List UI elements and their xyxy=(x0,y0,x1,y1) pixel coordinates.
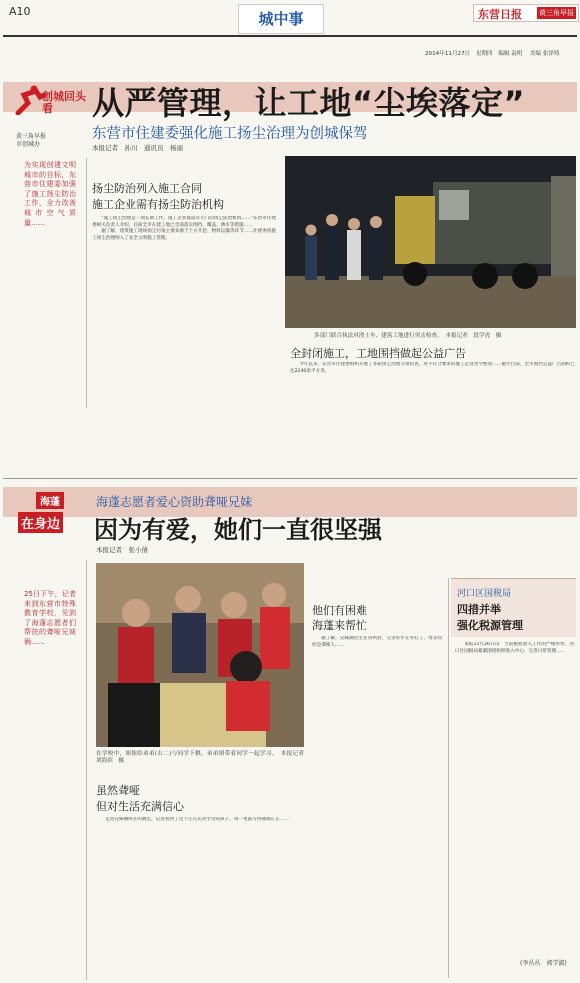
story2-headline: 因为有爱，她们一直很坚强 xyxy=(94,516,382,544)
haipeng-badge-top: 海蓬 xyxy=(36,492,64,509)
story2-byline: 本报记者 张小倩 xyxy=(96,546,148,554)
story3-headline-2: 强化税源管理 xyxy=(457,619,523,632)
masthead-divider xyxy=(3,35,577,37)
story1-body-col-1 xyxy=(92,216,276,396)
paper-logo xyxy=(473,4,579,22)
story1-photo xyxy=(285,156,576,328)
side-note-line-1: 黄三角早报 xyxy=(16,133,47,140)
story1-byline: 本报记者 孙川 通讯员 杨丽 xyxy=(92,144,183,152)
story1-lead-column xyxy=(24,161,76,395)
children-playing-chess-photo-icon xyxy=(96,563,304,747)
column-divider-3 xyxy=(448,578,449,978)
story2-lead-column xyxy=(24,590,76,790)
dump-truck-photo-icon xyxy=(285,156,576,328)
badge-side-note xyxy=(16,133,46,149)
haipeng-badge xyxy=(14,490,76,530)
story1-sub1b: 施工企业需有扬尘防治机构 xyxy=(92,198,224,211)
running-figure-icon xyxy=(12,85,46,115)
section-title: 城中事 xyxy=(238,4,324,34)
date-line: 2014年11月27日 星期四 编辑 袁明 美编 张泽铸 xyxy=(425,51,560,57)
story3-kicker: 河口区国税局 xyxy=(457,589,512,599)
story1-headline: 从严管理，让工地“尘埃落定” xyxy=(92,84,526,122)
story2-body-para-2: 走进兄妹俩所在的教室，记者看到了这个正在认真学习的孩子，每一笔都写得端端正正…… xyxy=(105,817,289,822)
creation-badge xyxy=(12,85,86,133)
story2-sub-right-b: 海蓬来帮忙 xyxy=(312,619,367,632)
story2-lead-text: 25日下午，记者来到东营市特殊教育学校，见到了海蓬志愿者们帮扶的聋哑兄妹俩…… xyxy=(24,590,76,646)
story2-kicker: 海蓬志愿者爱心资助聋哑兄妹 xyxy=(96,495,253,509)
story1-body-para-1: “施工扬尘治理是一项长期工作，施工企业都需有专门的扬尘防治机构……”东营市住建委相关负责人介绍，目前全市在建工地已全部落实围挡、覆盖、洒水等措施…… xyxy=(92,216,276,228)
story2-body-para-1: 据了解，兄妹俩出生在垦利县，父亲常年在外打工，母亲同样是聋哑人…… xyxy=(312,636,442,648)
story1-subhead: 东营市住建委强化施工扬尘治理为创城保驾 xyxy=(92,126,368,142)
column-divider-2 xyxy=(86,560,87,980)
paper-suffix: 黄三角早报 xyxy=(539,9,574,17)
story3-box xyxy=(451,578,576,637)
haipeng-badge-bottom: 在身边 xyxy=(18,512,63,533)
story3-signature: (李丛丛 郭学淑) xyxy=(520,960,567,967)
story3-body xyxy=(455,642,574,954)
story-divider xyxy=(3,478,577,479)
paper-name: 东营日报 xyxy=(478,8,522,21)
story2-photo xyxy=(96,563,304,747)
story2-photo-caption: 在学校中，姐姐给弟弟(右二)与同学下棋，弟弟则带着同学一起学习。 本报记者 刘海滨 摄 xyxy=(96,751,310,764)
page-number: A10 xyxy=(9,5,31,18)
story2-sub-right: 他们有困难 xyxy=(312,604,367,617)
story1-body-para-2: 据了解，建筑施工现场扬尘污染主要来源于土方开挖、物料运输等环节……住建委将施工扬尘治理纳入了安全文明施工管理。 xyxy=(92,229,276,241)
story1-sub1: 扬尘防治列入施工合同 xyxy=(92,182,202,195)
story1-body-para-3: 今年以来，东营市住建委组织开展了多轮扬尘治理专项检查，对不符合要求的施工企业责令整改……截至目前，全市围挡公益广告面积已达2240余平方米。 xyxy=(290,362,575,374)
story1-photo-caption: 多部门联合执法对渣土车、建筑工地进行突击检查。 本报记者 段学虎 摄 xyxy=(314,333,502,339)
badge-label: 创城回头看 xyxy=(42,90,86,115)
story2-sub-bottom: 虽然聋哑 xyxy=(96,784,140,797)
story2-sub-bottom-b: 但对生活充满信心 xyxy=(96,800,184,813)
story1-body-col-2 xyxy=(290,362,575,410)
story2-body-col-bottom xyxy=(96,817,304,977)
story3-headline-1: 四措并举 xyxy=(457,603,501,616)
story3-body-para: 本报11月26日讯 当前税收收入工作的严峻形势，河口区国税局紧紧围绕组织收入中心，完善日常管理…… xyxy=(455,642,574,654)
column-divider xyxy=(86,158,87,408)
story2-body-col-right xyxy=(312,636,442,946)
story1-sub2: 全封闭施工，工地围挡做起公益广告 xyxy=(290,347,466,360)
story1-lead-text: 为实现创建文明城市的目标，东营市住建委加强了施工扬尘防治工作，全力改善城市空气质量…… xyxy=(24,161,76,227)
side-note-line-2: 市创城办 xyxy=(16,141,41,148)
